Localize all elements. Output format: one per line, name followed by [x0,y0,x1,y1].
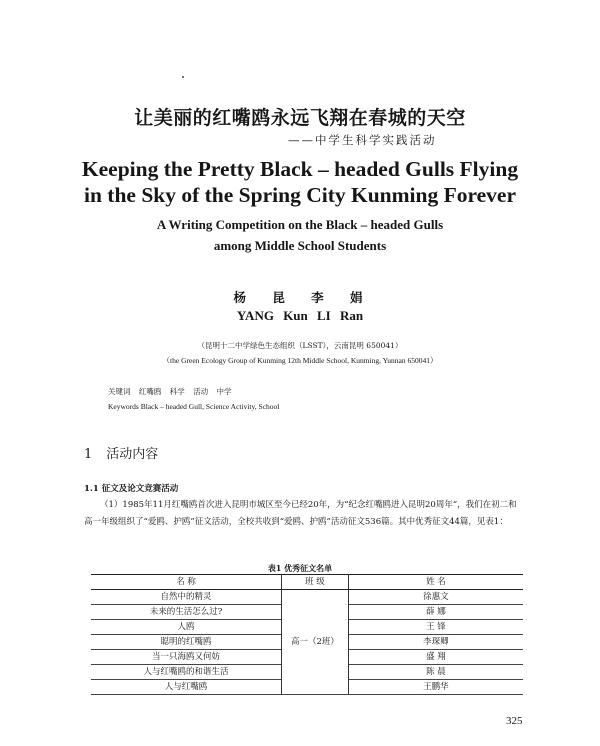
header-student: 姓 名 [348,575,523,590]
section-number: 1 [84,447,93,462]
essay-title: 聪明的红嘴鸥 [91,635,282,650]
table-header-row [91,575,523,590]
authors-english: YANG Kun LI Ran [236,308,364,323]
subtitle-english-line1: A Writing Competition on the Black – headed Gulls [156,217,444,232]
affiliation-chinese: （昆明十二中学绿色生态组织（LSST），云南昆明 650041） [197,341,403,350]
affiliation-english: （the Green Ecology Group of Kunming 12th Middle School, Kunming, Yunnan 650041） [162,356,438,365]
student-name: 盛 翔 [348,650,523,665]
essay-title: 人与红嘴鸥 [91,680,282,695]
student-name: 王 锋 [348,620,523,635]
keywords-chinese: 关键词 红嘴鸥 科学 活动 中学 [108,387,232,396]
keywords-english: Keywords Black – headed Gull, Science Activity, School [108,402,280,411]
essay-title: 自然中的精灵 [91,590,282,605]
title-english-line2: in the Sky of the Spring City Kunming Forever [83,183,516,207]
section-heading [84,443,172,462]
section-title: 活动内容 [106,447,159,462]
title-english-line1: Keeping the Pretty Black – headed Gulls Flying [81,157,519,181]
student-name: 李琛卿 [348,635,523,650]
authors-chinese: 杨 昆 李 娟 [233,290,367,305]
student-name: 徐惠文 [348,590,523,605]
student-name: 薛 娜 [348,605,523,620]
table-row [91,590,523,605]
winners-table [91,574,523,695]
subtitle-english-line2: among Middle School Students [213,238,387,253]
title-chinese: 让美丽的红嘴鸥永远飞翔在春城的天空 [134,107,466,129]
header-class: 班 级 [282,575,349,590]
student-name: 陈 晨 [348,665,523,680]
essay-title: 当一只海鸥又何妨 [91,650,282,665]
page-number: 325 [506,715,523,727]
essay-title: 未来的生活怎么过? [91,605,282,620]
class-cell: 高一（2班） [282,590,349,695]
header-name: 名 称 [91,575,282,590]
essay-title: 人鸥 [91,620,282,635]
table-caption: 表1 优秀征文名单 [267,563,333,573]
subsection-heading: 1.1 征文及论文竞赛活动 [84,484,179,494]
essay-title: 人与红嘴鸥的和谐生活 [91,665,282,680]
subtitle-chinese: ——中学生科学实践活动 [288,133,437,147]
student-name: 王鹏华 [348,680,523,695]
body-paragraph: （1）1985年11月红嘴鸥首次进入昆明市城区至今已经20年，为“纪念红嘴鸥进入昆明20周年”，我们在初二和高一年级组织了“爱鸥、护鸥”征文活动，全校共收到“爱鸥、护鸥”活动征文536篇。其中优秀征文44篇，见表1： [84,500,517,527]
scan-speck [182,76,184,78]
